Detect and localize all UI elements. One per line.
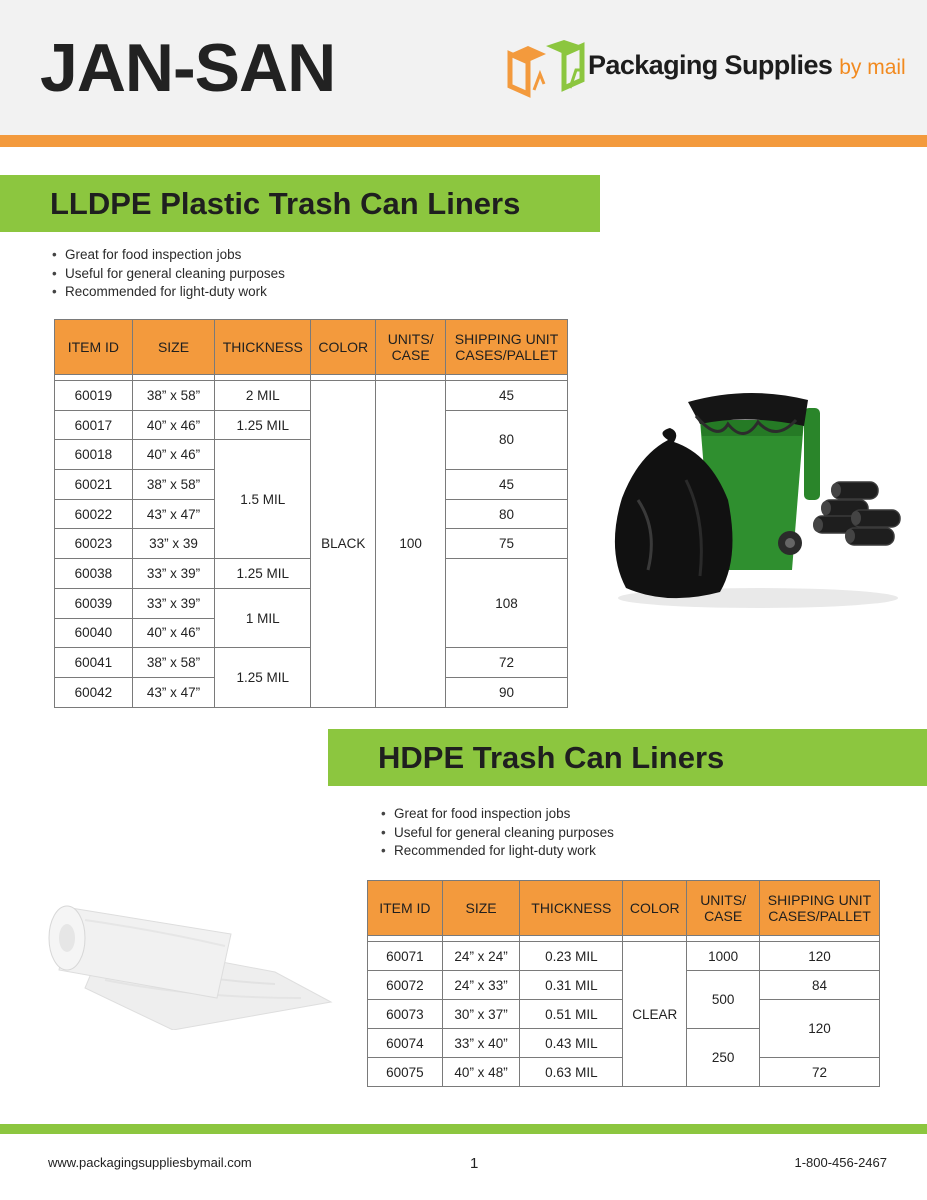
cases-per-pallet: 90 [446,677,568,707]
feature-list-hdpe [381,805,614,861]
header-stripe [0,135,927,147]
list-item: • Recommended for light-duty work [52,283,285,302]
column-header-size: SIZE [132,320,215,375]
column-header-color: COLOR [623,881,687,936]
cases-per-pallet: 72 [446,648,568,678]
size: 33” x 39” [132,559,215,589]
hdpe-spec-table [367,880,880,1087]
item-id: 60073 [368,1000,443,1029]
list-item: • Great for food inspection jobs [52,246,285,265]
item-id: 60023 [55,529,133,559]
size: 24” x 33” [442,971,520,1000]
table-header-row [368,881,880,936]
units-per-case: 1000 [687,942,760,971]
column-header-units-case: UNITS/ CASE [687,881,760,936]
table-header-row [55,320,568,375]
cases-per-pallet: 45 [446,381,568,411]
page-title: JAN-SAN [40,30,336,106]
size: 33” x 40” [442,1029,520,1058]
column-header-color: COLOR [311,320,376,375]
color: BLACK [311,381,376,708]
footer-stripe [0,1124,927,1134]
thickness: 1.25 MIL [215,648,311,707]
size: 40” x 46” [132,618,215,648]
cases-per-pallet: 75 [446,529,568,559]
size: 38” x 58” [132,470,215,500]
logo-tagline: by mail [839,56,906,79]
section-title-lldpe: LLDPE Plastic Trash Can Liners [0,175,600,232]
cases-per-pallet: 120 [760,942,880,971]
size: 40” x 48” [442,1058,520,1087]
thickness: 0.63 MIL [520,1058,623,1087]
color: CLEAR [623,942,687,1087]
thickness: 1 MIL [215,588,311,647]
thickness: 1.25 MIL [215,559,311,589]
item-id: 60017 [55,410,133,440]
phone-number[interactable]: 1-800-456-2467 [794,1155,887,1170]
units-per-case: 500 [687,971,760,1029]
trash-bin-bags-photo [608,380,908,610]
column-header-size: SIZE [442,881,520,936]
units-per-case: 250 [687,1029,760,1087]
cases-per-pallet: 45 [446,470,568,500]
item-id: 60038 [55,559,133,589]
list-item: • Useful for general cleaning purposes [381,824,614,843]
units-per-case: 100 [376,381,446,708]
size: 40” x 46” [132,410,215,440]
item-id: 60041 [55,648,133,678]
column-header-item-id: ITEM ID [368,881,443,936]
item-id: 60072 [368,971,443,1000]
column-header-shipping-unit: SHIPPING UNIT CASES/PALLET [446,320,568,375]
thickness: 0.23 MIL [520,942,623,971]
cases-per-pallet: 80 [446,410,568,469]
clear-liner-roll-photo [45,880,335,1030]
item-id: 60018 [55,440,133,470]
item-id: 60039 [55,588,133,618]
company-logo[interactable] [506,40,906,100]
logo-text [588,52,906,79]
item-id: 60042 [55,677,133,707]
cases-per-pallet: 108 [446,559,568,648]
size: 24” x 24” [442,942,520,971]
list-item: • Useful for general cleaning purposes [52,265,285,284]
column-header-item-id: ITEM ID [55,320,133,375]
lldpe-spec-table [54,319,568,708]
cases-per-pallet: 80 [446,499,568,529]
item-id: 60075 [368,1058,443,1087]
size: 40” x 46” [132,440,215,470]
table-row [368,942,880,971]
size: 43” x 47” [132,499,215,529]
thickness: 0.43 MIL [520,1029,623,1058]
feature-list-lldpe [52,246,285,302]
cases-per-pallet: 84 [760,971,880,1000]
size: 43” x 47” [132,677,215,707]
list-item: • Great for food inspection jobs [381,805,614,824]
item-id: 60021 [55,470,133,500]
size: 38” x 58” [132,648,215,678]
thickness: 1.5 MIL [215,440,311,559]
column-header-units-case: UNITS/ CASE [376,320,446,375]
column-header-thickness: THICKNESS [520,881,623,936]
thickness: 0.31 MIL [520,971,623,1000]
logo-name: Packaging Supplies [588,50,833,80]
thickness: 1.25 MIL [215,410,311,440]
website-link[interactable]: www.packagingsuppliesbymail.com [48,1155,252,1170]
table-row [55,381,568,411]
size: 33” x 39 [132,529,215,559]
list-item: • Recommended for light-duty work [381,842,614,861]
item-id: 60022 [55,499,133,529]
cases-per-pallet: 120 [760,1000,880,1058]
page-header [0,0,927,135]
size: 30” x 37” [442,1000,520,1029]
item-id: 60019 [55,381,133,411]
thickness: 2 MIL [215,381,311,411]
box-logo-icon [506,40,588,100]
size: 33” x 39” [132,588,215,618]
column-header-thickness: THICKNESS [215,320,311,375]
page-number: 1 [470,1155,479,1172]
thickness: 0.51 MIL [520,1000,623,1029]
cases-per-pallet: 72 [760,1058,880,1087]
column-header-shipping-unit: SHIPPING UNIT CASES/PALLET [760,881,880,936]
size: 38” x 58” [132,381,215,411]
section-title-hdpe: HDPE Trash Can Liners [328,729,927,786]
item-id: 60071 [368,942,443,971]
item-id: 60040 [55,618,133,648]
item-id: 60074 [368,1029,443,1058]
